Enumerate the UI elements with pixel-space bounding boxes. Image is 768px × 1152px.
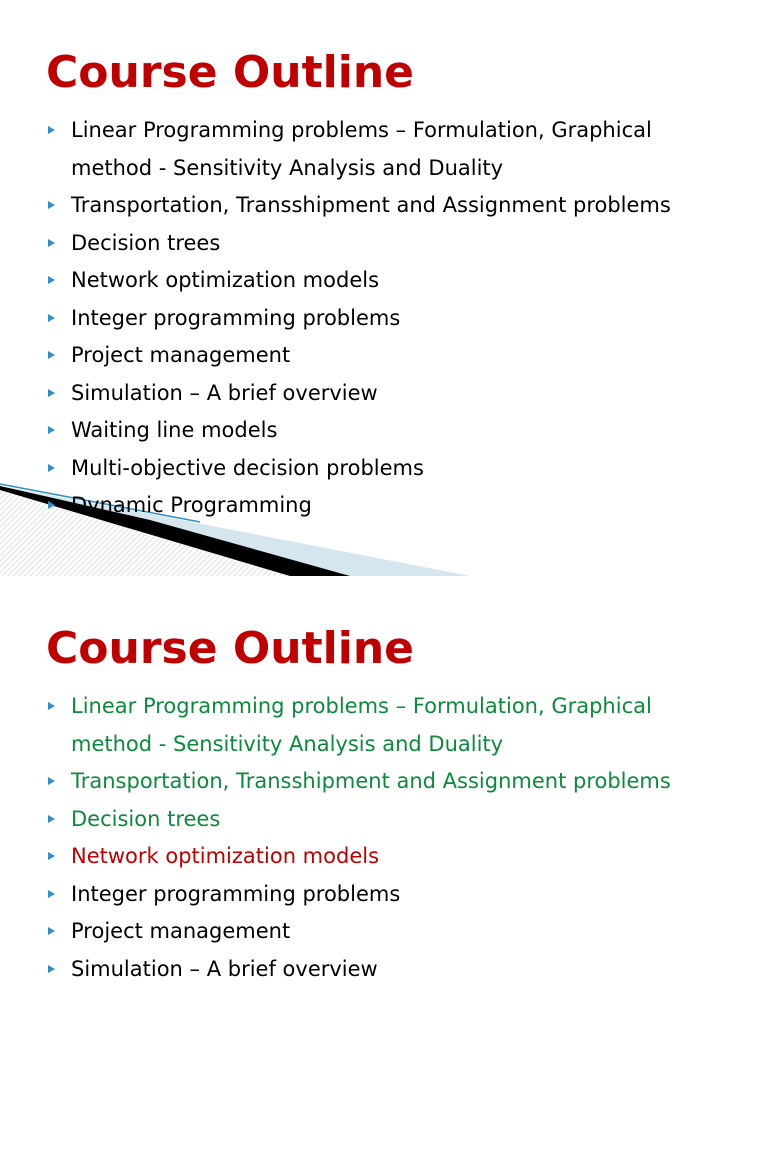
- triangle-arrow-icon: [48, 351, 55, 359]
- list-item: [0, 187, 768, 225]
- triangle-arrow-icon: [48, 777, 55, 785]
- triangle-arrow-icon: [48, 927, 55, 935]
- list-item: [0, 262, 768, 300]
- list-item-text: Transportation, Transshipment and Assignment problems: [71, 769, 671, 793]
- triangle-arrow-icon: [48, 890, 55, 898]
- list-item-text: Network optimization models: [71, 268, 380, 292]
- list-item: [0, 838, 768, 876]
- list-item-text: Dynamic Programming: [71, 493, 312, 517]
- slide-title: Course Outline: [46, 47, 414, 98]
- list-item: [0, 112, 768, 187]
- list-item: [0, 225, 768, 263]
- list-item: [0, 450, 768, 488]
- list-item: [0, 801, 768, 839]
- list-item-text: Integer programming problems: [71, 305, 401, 330]
- list-item: [0, 337, 768, 375]
- triangle-arrow-icon: [48, 201, 55, 209]
- triangle-arrow-icon: [48, 276, 55, 284]
- list-item-text: Decision trees: [71, 230, 221, 255]
- list-item-text: Decision trees: [71, 806, 221, 831]
- list-item-text: Project management: [71, 343, 291, 367]
- triangle-arrow-icon: [48, 239, 55, 247]
- list-item: [0, 876, 768, 914]
- list-item: [0, 951, 768, 989]
- list-item-text: Linear Programming problems – Formulation, Graphical method - Sensitivity Analysis and Duality: [71, 694, 652, 756]
- list-item: [0, 688, 768, 763]
- triangle-arrow-icon: [48, 965, 55, 973]
- list-item: [0, 300, 768, 338]
- triangle-arrow-icon: [48, 314, 55, 322]
- list-item-text: Multi-objective decision problems: [71, 455, 424, 480]
- triangle-arrow-icon: [48, 389, 55, 397]
- list-item: [0, 412, 768, 450]
- triangle-arrow-icon: [48, 426, 55, 434]
- triangle-arrow-icon: [48, 815, 55, 823]
- list-item-text: Transportation, Transshipment and Assignment problems: [71, 193, 671, 217]
- slide-title: Course Outline: [46, 623, 414, 674]
- triangle-arrow-icon: [48, 702, 55, 710]
- list-item-text: Waiting line models: [71, 418, 278, 442]
- list-item-text: Simulation – A brief overview: [71, 380, 378, 405]
- list-item-text: Network optimization models: [71, 844, 380, 868]
- list-item: [0, 763, 768, 801]
- triangle-arrow-icon: [48, 852, 55, 860]
- slide-2: [0, 576, 768, 1152]
- bullet-list: [0, 688, 768, 988]
- list-item-text: Linear Programming problems – Formulation, Graphical method - Sensitivity Analysis and Duality: [71, 118, 652, 180]
- triangle-arrow-icon: [48, 501, 55, 509]
- triangle-arrow-icon: [48, 464, 55, 472]
- list-item-text: Simulation – A brief overview: [71, 956, 378, 981]
- triangle-arrow-icon: [48, 126, 55, 134]
- list-item: [0, 375, 768, 413]
- list-item-text: Integer programming problems: [71, 881, 401, 906]
- bullet-list: [0, 112, 768, 525]
- list-item-text: Project management: [71, 919, 291, 943]
- list-item: [0, 487, 768, 525]
- list-item: [0, 913, 768, 951]
